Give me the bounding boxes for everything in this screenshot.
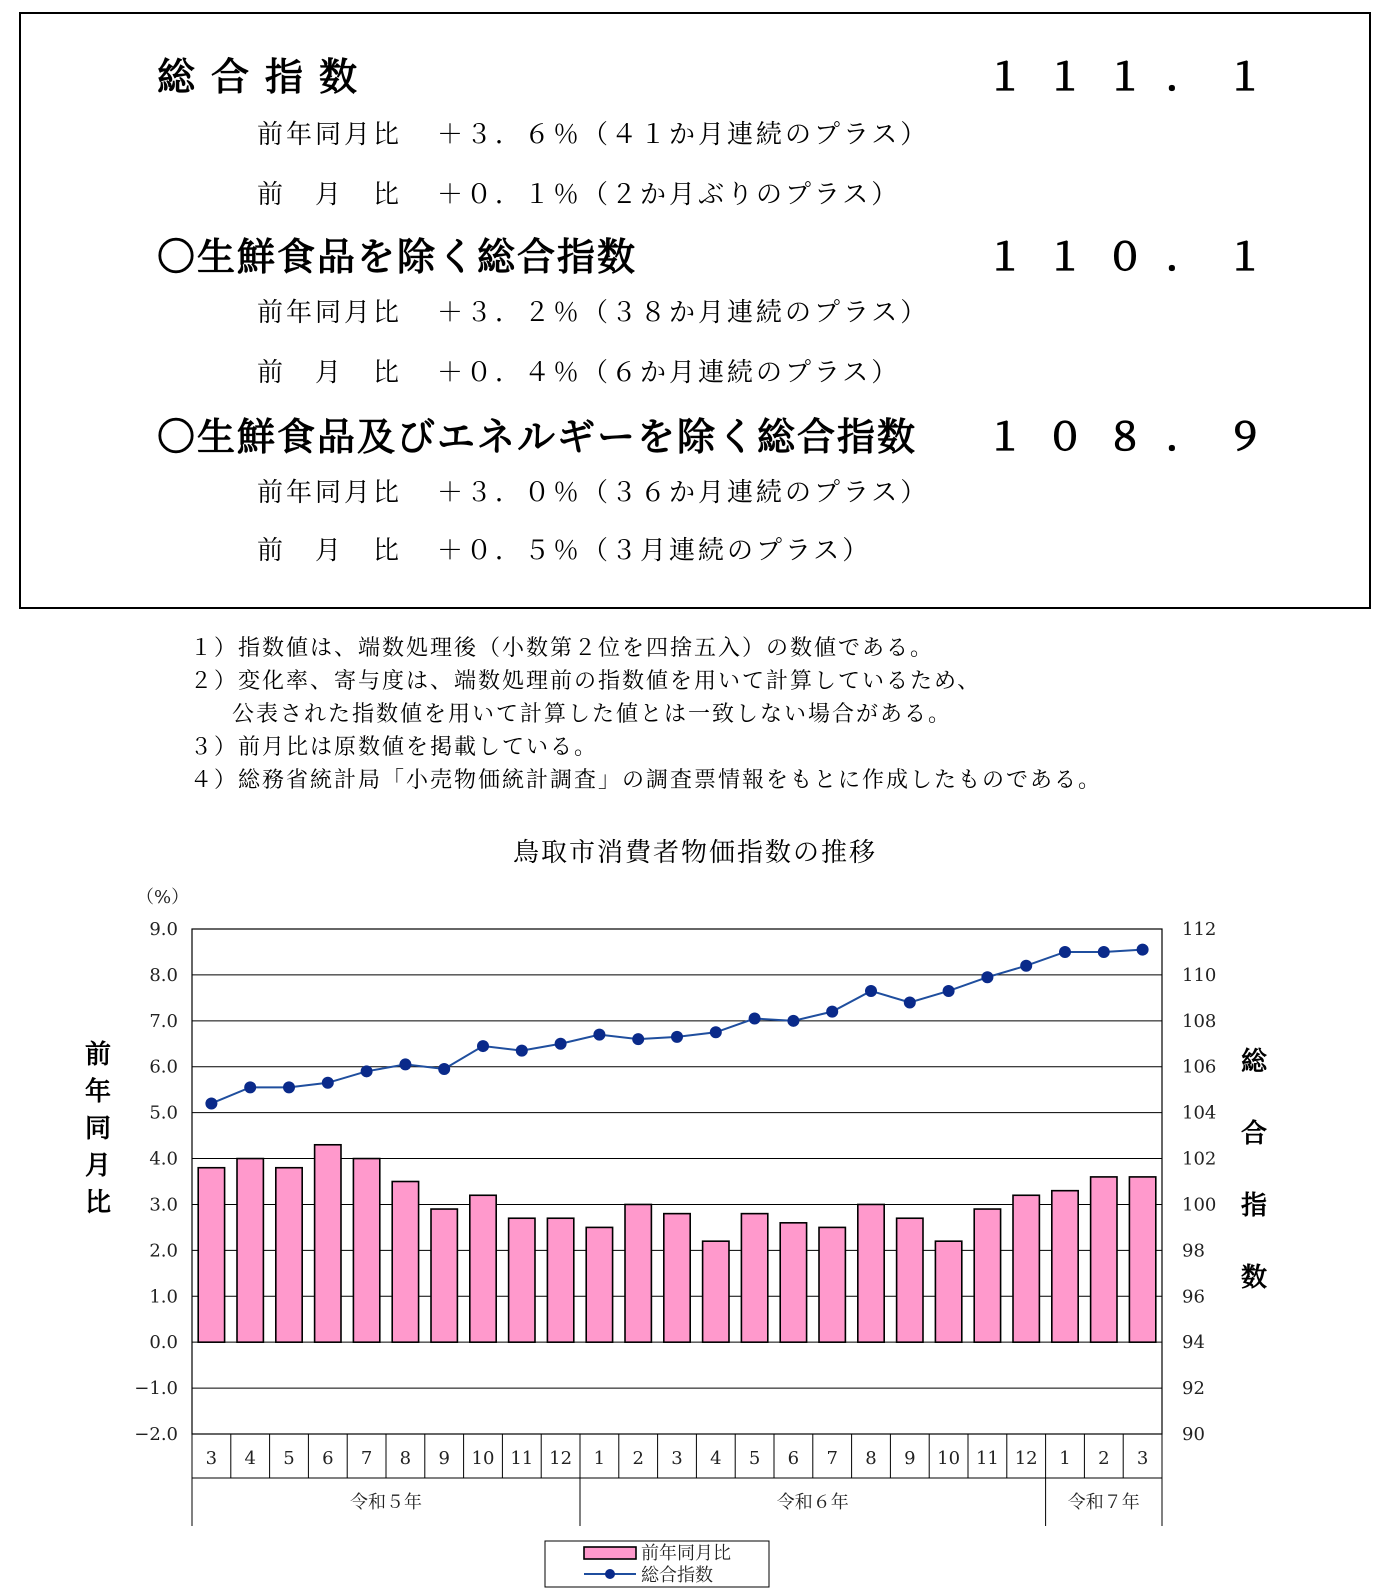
note-1: １）指数値は、端数処理後（小数第２位を四捨五入）の数値である。 <box>190 636 935 661</box>
chart-title: 鳥取市消費者物価指数の推移 <box>512 838 877 868</box>
y2-tick-label: 112 <box>1182 919 1217 940</box>
y2-tick-label: 106 <box>1182 1056 1217 1078</box>
point-total-index <box>1098 946 1110 958</box>
headline-value-corecore: １０８．９ <box>986 415 1287 459</box>
x-tick-label: 1 <box>593 1448 606 1469</box>
bar-yoy <box>315 1145 341 1342</box>
point-total-index <box>826 1006 838 1018</box>
x-tick-label: 1 <box>1059 1448 1071 1469</box>
y2-tick-label: 94 <box>1182 1332 1205 1354</box>
y2-tick-label: 98 <box>1182 1240 1205 1262</box>
bar-yoy <box>237 1159 263 1343</box>
y2-axis-title-char: 指 <box>1240 1191 1268 1221</box>
bar-yoy <box>586 1227 612 1342</box>
headline-label-corecore: 〇生鮮食品及びエネルギーを除く総合指数 <box>157 415 918 459</box>
point-total-index <box>477 1040 489 1052</box>
bar-yoy <box>974 1209 1000 1342</box>
y-tick-label: 9.0 <box>149 919 178 940</box>
point-total-index <box>943 985 955 997</box>
mom-label: 前 月 比 <box>257 180 403 210</box>
bar-yoy <box>935 1241 961 1342</box>
y-tick-label: 2.0 <box>149 1240 178 1262</box>
bar-yoy <box>547 1218 573 1342</box>
bar-yoy <box>198 1168 224 1342</box>
legend-label-bar: 前年同月比 <box>641 1543 731 1564</box>
y2-tick-label: 96 <box>1182 1286 1205 1308</box>
point-total-index <box>865 985 877 997</box>
x-tick-label: 3 <box>1136 1448 1149 1469</box>
yoy-label: 前年同月比 <box>257 120 403 150</box>
mom-label: 前 月 比 <box>257 536 403 566</box>
point-total-index <box>399 1058 411 1070</box>
bar-yoy <box>1013 1195 1039 1342</box>
x-tick-label: 9 <box>438 1448 450 1469</box>
y2-tick-label: 102 <box>1182 1148 1217 1170</box>
point-total-index <box>555 1038 567 1050</box>
point-total-index <box>1059 946 1071 958</box>
y-axis-title-char: 前 <box>84 1040 112 1070</box>
mom-text: ＋０．１％（２か月ぶりのプラス） <box>437 180 901 210</box>
y2-axis-title-char: 合 <box>1240 1119 1268 1149</box>
bar-yoy <box>276 1168 302 1342</box>
x-tick-label: 2 <box>1098 1448 1110 1469</box>
point-total-index <box>787 1015 799 1027</box>
point-total-index <box>904 996 916 1008</box>
bar-yoy <box>470 1195 496 1342</box>
x-tick-label: 12 <box>1014 1448 1038 1469</box>
x-tick-label: 8 <box>399 1448 412 1469</box>
x-tick-label: 12 <box>549 1448 573 1469</box>
bar-yoy <box>431 1209 457 1342</box>
yoy-text: ＋３．０％（３６か月連続のプラス） <box>437 478 930 508</box>
y2-tick-label: 104 <box>1182 1102 1217 1124</box>
headline-label-core: 〇生鮮食品を除く総合指数 <box>157 235 638 279</box>
x-tick-label: 7 <box>360 1448 373 1469</box>
x-tick-label: 10 <box>937 1448 961 1469</box>
legend-label-line: 総合指数 <box>641 1565 713 1586</box>
x-tick-label: 5 <box>283 1448 295 1469</box>
y-unit-label: （%） <box>136 887 190 908</box>
y-tick-label: −1.0 <box>134 1378 178 1400</box>
y2-tick-label: 92 <box>1182 1378 1205 1400</box>
point-total-index <box>632 1033 644 1045</box>
point-total-index <box>205 1097 217 1109</box>
y2-tick-label: 108 <box>1182 1010 1217 1032</box>
y-tick-label: 7.0 <box>149 1010 178 1032</box>
note-2-cont: 公表された指数値を用いて計算した値とは一致しない場合がある。 <box>232 702 953 727</box>
bar-yoy <box>858 1204 884 1342</box>
bar-yoy <box>392 1182 418 1343</box>
point-total-index <box>244 1081 256 1093</box>
point-total-index <box>981 971 993 983</box>
legend-swatch-bar <box>584 1547 636 1559</box>
year-group-label: 令和６年 <box>776 1492 849 1513</box>
y-tick-label: 1.0 <box>149 1286 178 1308</box>
headline-value-core: １１０．１ <box>986 235 1287 279</box>
x-tick-label: 9 <box>904 1448 916 1469</box>
point-total-index <box>438 1063 450 1075</box>
bar-yoy <box>741 1214 767 1343</box>
y-tick-label: 5.0 <box>149 1102 178 1124</box>
y-tick-label: 6.0 <box>149 1056 178 1078</box>
y-tick-label: −2.0 <box>134 1424 178 1445</box>
y-tick-label: 3.0 <box>149 1194 178 1216</box>
bar-yoy <box>897 1218 923 1342</box>
point-total-index <box>593 1029 605 1041</box>
legend-swatch-marker <box>605 1569 615 1579</box>
bar-yoy <box>780 1223 806 1342</box>
bar-yoy <box>353 1159 379 1343</box>
headline-label-total: 総合指数 <box>157 55 374 99</box>
yoy-label: 前年同月比 <box>257 478 403 508</box>
mom-text: ＋０．４％（６か月連続のプラス） <box>437 358 901 388</box>
year-group-label: 令和７年 <box>1067 1492 1140 1513</box>
point-total-index <box>671 1031 683 1043</box>
mom-text: ＋０．５％（３月連続のプラス） <box>437 536 872 566</box>
x-tick-label: 8 <box>865 1448 877 1469</box>
point-total-index <box>749 1013 761 1025</box>
bar-yoy <box>1129 1177 1155 1342</box>
point-total-index <box>283 1081 295 1093</box>
bar-yoy <box>625 1204 651 1342</box>
y2-tick-label: 110 <box>1182 964 1217 986</box>
point-total-index <box>1020 960 1032 972</box>
bar-yoy <box>1091 1177 1117 1342</box>
note-2: ２）変化率、寄与度は、端数処理前の指数値を用いて計算しているため、 <box>190 669 982 694</box>
x-tick-label: 4 <box>244 1448 256 1469</box>
y-axis-title-char: 月 <box>84 1151 112 1181</box>
bar-yoy <box>703 1241 729 1342</box>
x-tick-label: 3 <box>205 1448 218 1469</box>
point-total-index <box>1137 944 1149 956</box>
point-total-index <box>322 1077 334 1089</box>
y2-tick-label: 90 <box>1182 1424 1205 1445</box>
x-tick-label: 5 <box>748 1448 761 1469</box>
note-3: ３）前月比は原数値を掲載している。 <box>190 735 599 760</box>
y-tick-label: 8.0 <box>149 964 178 986</box>
bar-yoy <box>664 1214 690 1343</box>
y-tick-label: 4.0 <box>149 1148 178 1170</box>
point-total-index <box>361 1065 373 1077</box>
year-group-label: 令和５年 <box>350 1492 422 1513</box>
y-axis-title-char: 年 <box>84 1077 112 1107</box>
x-tick-label: 6 <box>322 1448 334 1469</box>
y2-axis-title-char: 総 <box>1240 1047 1268 1077</box>
bar-yoy <box>819 1227 845 1342</box>
y2-tick-label: 100 <box>1182 1194 1217 1216</box>
x-tick-label: 11 <box>510 1448 534 1469</box>
point-total-index <box>516 1045 528 1057</box>
headline-value-total: １１１．１ <box>986 55 1287 99</box>
x-tick-label: 3 <box>671 1448 683 1469</box>
bar-yoy <box>1052 1191 1078 1343</box>
x-tick-label: 10 <box>471 1448 495 1469</box>
mom-label: 前 月 比 <box>257 358 403 388</box>
note-4: ４）総務省統計局「小売物価統計調査」の調査票情報をもとに作成したものである。 <box>190 768 1103 793</box>
x-tick-label: 7 <box>826 1448 838 1469</box>
point-total-index <box>710 1026 722 1038</box>
x-tick-label: 2 <box>632 1448 644 1469</box>
x-tick-label: 6 <box>787 1448 800 1469</box>
x-tick-label: 11 <box>975 1448 999 1469</box>
y-tick-label: 0.0 <box>149 1332 178 1354</box>
y-axis-title-char: 同 <box>84 1114 112 1144</box>
yoy-label: 前年同月比 <box>257 298 403 328</box>
y2-axis-title-char: 数 <box>1240 1263 1268 1293</box>
yoy-text: ＋３．２％（３８か月連続のプラス） <box>437 298 930 328</box>
bar-yoy <box>509 1218 535 1342</box>
yoy-text: ＋３．６％（４１か月連続のプラス） <box>437 120 930 150</box>
x-tick-label: 4 <box>710 1448 722 1469</box>
y-axis-title-char: 比 <box>84 1188 112 1218</box>
